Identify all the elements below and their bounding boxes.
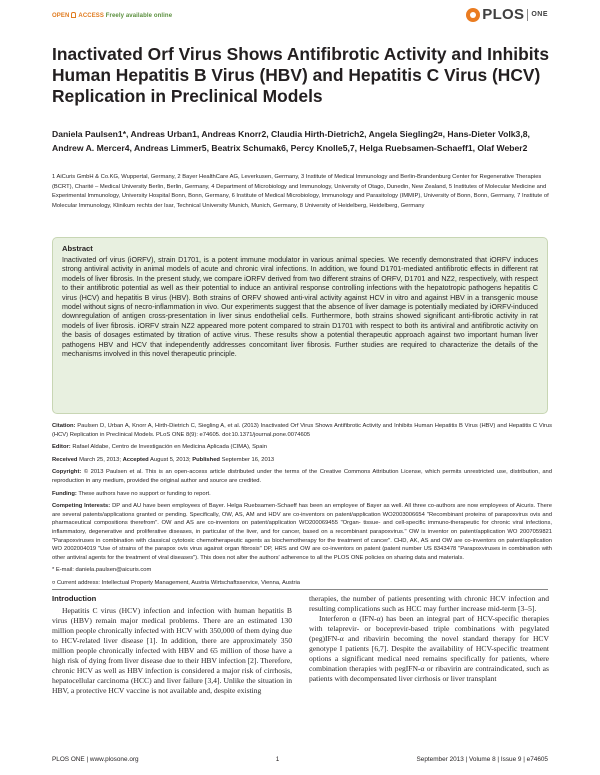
intro-right-column <box>309 594 549 684</box>
funding-label: Funding: <box>52 490 77 497</box>
citation-label: Citation: <box>52 423 76 429</box>
editor-text: Rafael Aldabe, Centro de Investigación en Medicina Aplicada (CIMA), Spain <box>72 444 267 451</box>
footer-journal[interactable]: PLOS ONE | www.plosone.org <box>52 756 139 763</box>
intro-paragraph-continued: therapies, the number of patients presenting with chronic HCV infection and resulting complications such as HCC may further increase mid-term [3–5]. <box>309 594 549 613</box>
footer-issue: September 2013 | Volume 8 | Issue 9 | e74605 <box>416 756 548 763</box>
intro-left-column <box>52 606 292 696</box>
plos-logo-text: PLOS <box>482 6 525 23</box>
editor-label: Editor: <box>52 444 71 451</box>
published-label: Published <box>192 456 220 463</box>
abstract-heading: Abstract <box>62 244 93 253</box>
email-link[interactable]: daniela.paulsen@aicuris.com <box>75 567 152 574</box>
abstract-box <box>52 237 548 414</box>
access-label: ACCESS <box>78 13 105 19</box>
received-date: March 25, 2013; <box>79 456 121 463</box>
accepted-date: August 5, 2013; <box>150 456 191 463</box>
dates <box>52 456 552 465</box>
competing-interests <box>52 502 552 562</box>
competing-text: DP and AU have been employees of Bayer. Helga Ruebsamen-Schaeff has been an employee of Bayer as well. All three co-authors are now employees of Aicuris. There are several patents/applications granted or pending. Specifically, OW, AS, AM and HDV are co-inventors on patent/application WO2003006654 "Recombinant proteins of parapoxvirus ovis and pharmaceutical compositions therefrom". OW and AS are co-inventors on patent/application WO200069455 "Organ- tissue- and cell-specific immuno-therapeutic for chronic viral infections, inflammatory, degenerative and proliferative diseases, in particular of the liver, and for cancer, based on a recombinant parapoxvirus." OW is inventor on patent/application WO 2007059821 "Parapoxviruses in combination with classical cytotoxic chemotherapeutic agents as biochemotherapy for the treatment of cancer". CHD, AK, AS and OW are co-inventors on patent/application WO 2002004019 "Use of strains of the parapox ovis virus against organ fibrosis" DP, HRS and OW are co-inventors on patent (patent number US 8343478 "Parapoxviruses in combination with other antiviral agents for the treatment of viral diseases"). This does not alter the authors' adherence to all the PLOS ONE policies on sharing data and materials. <box>52 503 552 561</box>
intro-paragraph-1: Hepatitis C virus (HCV) infection and infection with human hepatitis B virus (HBV) remain major medical problems. There are an estimated 130 million people chronically infected with HCV with 350,000 of them dying due to HCV-related liver disease [1]. In addition, there are approximately 350 million people chronically infected with HBV and 65 million of those have a high risk of dying from liver disease due to their HBV infection [2]. Therefore, chronic HCV as well as HBV infection is considered a major risk of cirrhosis, hepatocellular carcinoma (HCC) and liver failure [3,4]. Unlike the situation in HBV, a protective HCV vaccine is not available and, despite existing <box>52 606 292 695</box>
section-divider <box>52 589 548 590</box>
received-label: Received <box>52 456 78 463</box>
plos-one-logo <box>466 6 548 23</box>
article-metadata <box>52 422 552 592</box>
header-bar <box>0 0 600 32</box>
competing-label: Competing Interests: <box>52 503 111 510</box>
open-label: OPEN <box>52 13 70 19</box>
plos-logo-icon <box>466 8 480 22</box>
copyright-label: Copyright: <box>52 469 82 476</box>
abstract-text: Inactivated orf virus (iORFV), strain D1701, is a potent immune modulator in various animal species. We recently demonstrated that iORFV induces strong antiviral activity in animal models of acute and chronic viral infections. In addition, we found D1701-mediated antifibrotic effects in different rat models of liver fibrosis. In the present study, we compare iORFV derived from two different strains of ORFV, D1701 and NZ2, respectively, with respect to their antifibrotic potential as well as their potential to induce an antiviral response controlling infections with the hepatotropic pathogens hepatitis C virus (HCV) and hepatitis B virus (HBV). Both strains of ORFV showed anti-viral activity against HCV in vitro and against HBV in a transgenic mouse model without signs of necro-inflammation in vivo. Our experiments suggest that the absence of liver damage is potentially mediated by iORFV-induced downregulation of antigen cross-presentation in liver sinus endothelial cells. Furthermore, both strains showed significant anti-fibrotic activity in rat models of liver fibrosis. iORFV strain NZ2 appeared more potent compared to strain D1701 with respect to both its antiviral and antifibrotic activity on the basis of dosages estimated by titration of active virus. These results show a potential therapeutic approach against two important human liver pathogens HBV and HCV that independently addresses concomitant liver fibrosis. Further studies are required to characterize the details of the mechanisms involved in this novel therapeutic principle. <box>62 256 538 359</box>
email <box>52 566 552 575</box>
journal-name: ONE <box>531 11 548 18</box>
editor <box>52 443 552 452</box>
copyright <box>52 468 552 485</box>
intro-paragraph-2: Interferon α (IFN-α) has been an integral part of HCV-specific therapies with telaprevir- or boceprevir-based triple combinations with pegylated (peg)IFN-α and ribavirin becoming the novel standard therapy for HCV genotype I patients [6,7]. Despite the availability of HCV-specific treatment options a significant medical need remains specifically for patients, where combination therapies with pegIFN-α or ribavirin are contraindicated, such as patients with decompensated liver cirrhosis or liver transplant <box>309 614 549 683</box>
email-label: * E-mail: <box>52 567 74 574</box>
open-access-lock-icon <box>71 12 76 18</box>
copyright-text: © 2013 Paulsen et al. This is an open-access article distributed under the terms of the Creative Commons Attribution License, which permits unrestricted use, distribution, and reproduction in any medium, provided the original author and source are credited. <box>52 469 552 484</box>
freely-available-label: Freely available online <box>105 13 173 19</box>
current-address: ¤ Current address: Intellectual Property Management, Austria Wirtschaftsservice, Vienna, Austria <box>52 579 300 586</box>
author-list: Daniela Paulsen1*, Andreas Urban1, Andreas Knorr2, Claudia Hirth-Dietrich2, Angela Siegling2¤, Hans-Dieter Volk3,8, Andrew A. Mercer4, Andreas Limmer5, Beatrix Schumak6, Percy Knolle5,7, Helga Ruebsamen-Schaeff1, Olaf Weber2 <box>52 129 530 153</box>
funding <box>52 490 552 499</box>
citation <box>52 422 552 439</box>
accepted-label: Accepted <box>122 456 149 463</box>
page-number: 1 <box>275 756 280 763</box>
funding-text: These authors have no support or funding to report. <box>78 490 211 497</box>
affiliations: 1 AiCuris GmbH & Co.KG, Wuppertal, Germany, 2 Bayer HealthCare AG, Leverkusen, Germany, 3 Institute of Medical Immunology and Berlin-Brandenburg Center for Regenerative Therapies (BCRT), Charité – Medical University Berlin, Berlin, Germany, 4 Department of Microbiology and Immunology, University of Otago, Dunedin, New Zealand, 5 Institutes of Molecular Medicine and Experimental Immunology, University Hospital Bonn, Bonn, Germany, 6 Institute of Medical Microbiology, Immunology and Parasitology (IMMIP), University of Bonn, Bonn, Germany, 7 Institute of Molecular Immunology, Klinikum rechts der Isar, Technical University Munich, Munich, Germany, 8 University of Heidelberg, Heidelberg, Germany <box>52 174 549 209</box>
published-date: September 16, 2013 <box>221 456 275 463</box>
introduction-heading: Introduction <box>52 594 97 603</box>
citation-text[interactable]: Paulsen D, Urban A, Knorr A, Hirth-Dietrich C, Siegling A, et al. (2013) Inactivated Orf Virus Shows Antifibrotic Activity and Inhibits Human Hepatitis B Virus (HBV) and Hepatitis C Virus (HCV) Replication in Preclinical Models. PLoS ONE 8(9): e74605. doi:10.1371/journal.pone.0074605 <box>52 423 552 438</box>
article-title: Inactivated Orf Virus Shows Antifibrotic Activity and Inhibits Human Hepatitis B Virus (HBV) and Hepatitis C Virus (HCV) Replication in Preclinical Models <box>52 44 549 106</box>
page-footer <box>52 756 548 763</box>
open-access-badge <box>52 12 172 19</box>
logo-divider <box>527 9 528 21</box>
